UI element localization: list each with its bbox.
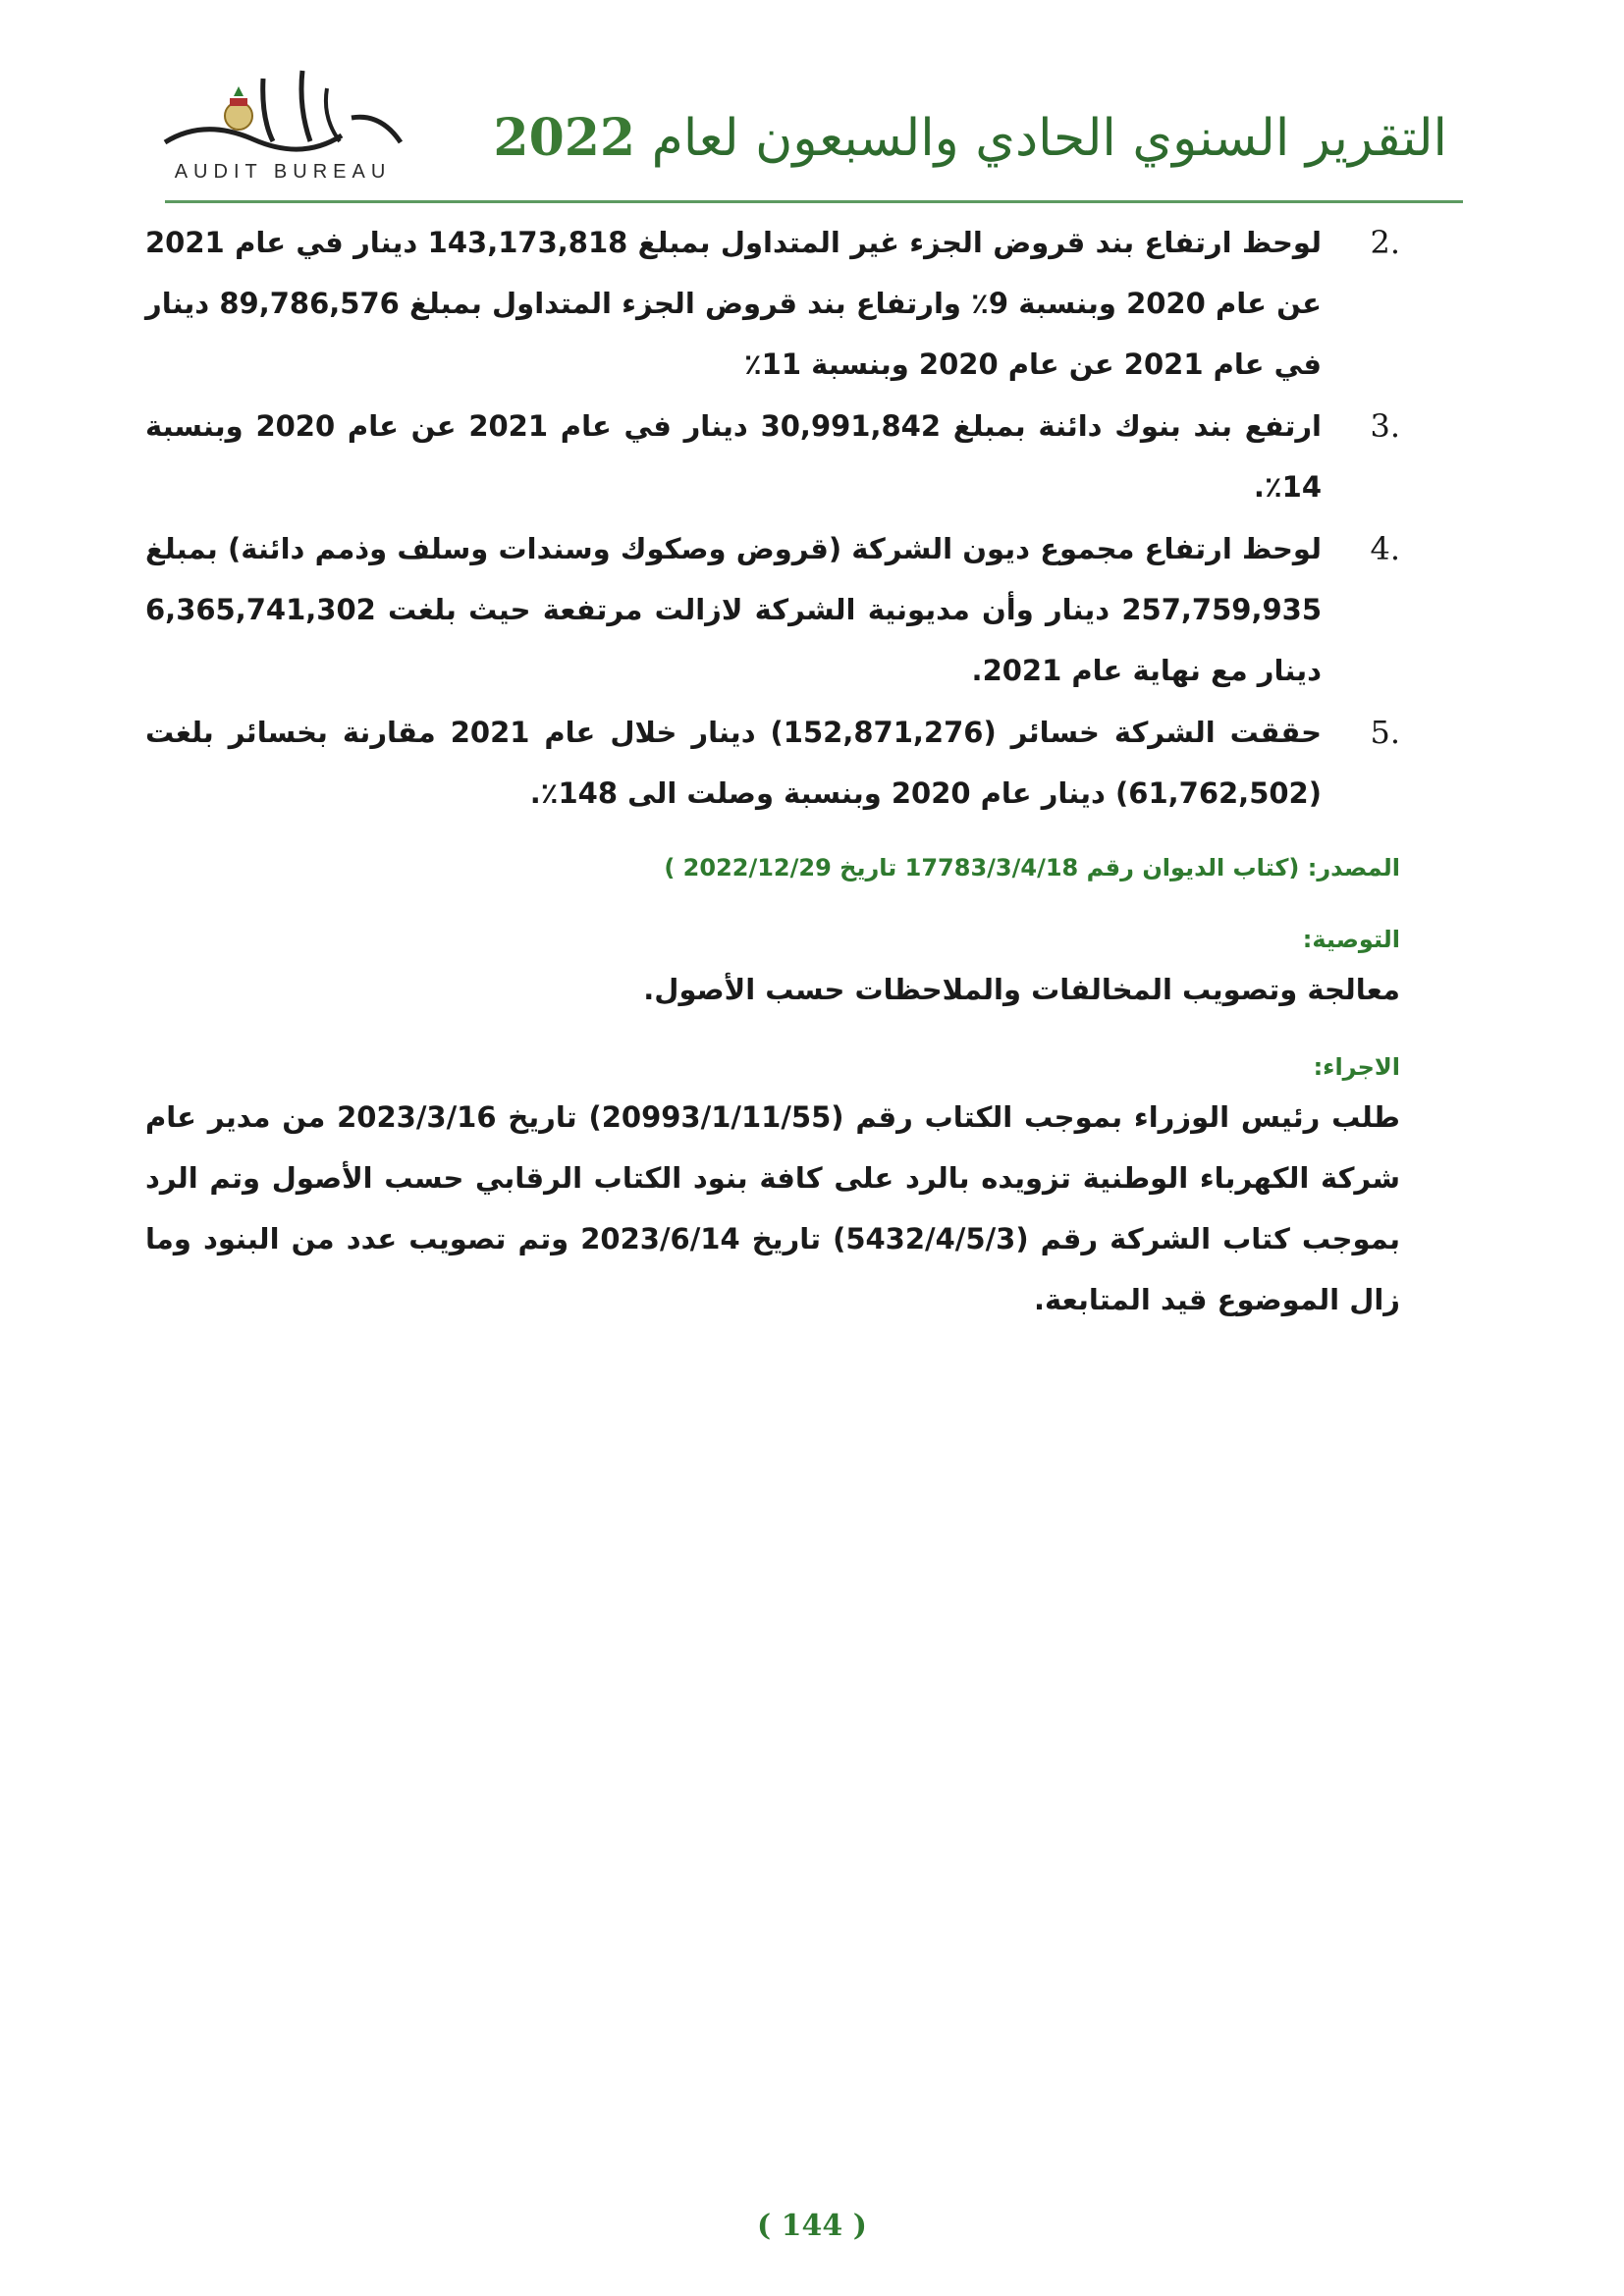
- list-item-number: 5.: [1370, 714, 1400, 751]
- report-title: [493, 108, 1447, 168]
- list-item-text: حققت الشركة خسائر (152,871,276) دينار خلال عام 2021 مقارنة بخسائر بلغت (61,762,502) دينار عام 2020 وبنسبة وصلت الى 148٪.: [145, 716, 1322, 810]
- list-item: [145, 396, 1400, 517]
- list-item: [145, 702, 1400, 824]
- logo-emblem: [145, 59, 420, 167]
- page-number: ( 144 ): [757, 2209, 867, 2243]
- recommendation-heading: التوصية:: [1302, 926, 1400, 953]
- list-item: [145, 518, 1400, 701]
- report-title-text: التقرير السنوي الحادي والسبعون لعام: [651, 109, 1447, 168]
- source-reference: المصدر: (كتاب الديوان رقم 17783/3/4/18 تاريخ 2022/12/29 ): [664, 854, 1400, 881]
- list-item-number: 4.: [1370, 530, 1400, 567]
- list-item-text: لوحظ ارتفاع مجموع ديون الشركة (قروض وصكوك وسندات وسلف وذمم دائنة) بمبلغ 257,759,935 دينار وأن مديونية الشركة لازالت مرتفعة حيث بلغت 6,365,741,302 دينار مع نهاية عام 2021.: [145, 532, 1322, 687]
- list-item-number: 2.: [1370, 224, 1400, 261]
- logo-latin-text: AUDIT BUREAU: [174, 161, 392, 183]
- list-item-number: 3.: [1370, 407, 1400, 445]
- action-heading: الاجراء:: [1313, 1053, 1400, 1081]
- header-divider: [165, 200, 1463, 203]
- list-item-text: ارتفع بند بنوك دائنة بمبلغ 30,991,842 دينار في عام 2021 عن عام 2020 وبنسبة 14٪.: [145, 409, 1322, 504]
- main-content: [145, 212, 1400, 1330]
- recommendation-body: معالجة وتصويب المخالفات والملاحظات حسب الأصول.: [643, 973, 1400, 1006]
- list-item-text: لوحظ ارتفاع بند قروض الجزء غير المتداول بمبلغ 143,173,818 دينار في عام 2021 عن عام 2020 وبنسبة 9٪ وارتفاع بند قروض الجزء المتداول بمبلغ 89,786,576 دينار في عام 2021 عن عام 2020 وبنسبة 11٪: [145, 226, 1322, 381]
- audit-bureau-logo: [145, 59, 420, 187]
- list-item: [145, 212, 1400, 395]
- action-body: طلب رئيس الوزراء بموجب الكتاب رقم (20993/1/11/55) تاريخ 2023/3/16 من مدير عام شركة الكهرباء الوطنية تزويده بالرد على كافة بنود الكتاب الرقابي حسب الأصول وتم الرد بموجب كتاب الشركة رقم (5432/4/5/3) تاريخ 2023/6/14 وتم تصويب عدد من البنود وما زال الموضوع قيد المتابعة.: [145, 1100, 1400, 1316]
- report-year: 2022: [493, 108, 636, 168]
